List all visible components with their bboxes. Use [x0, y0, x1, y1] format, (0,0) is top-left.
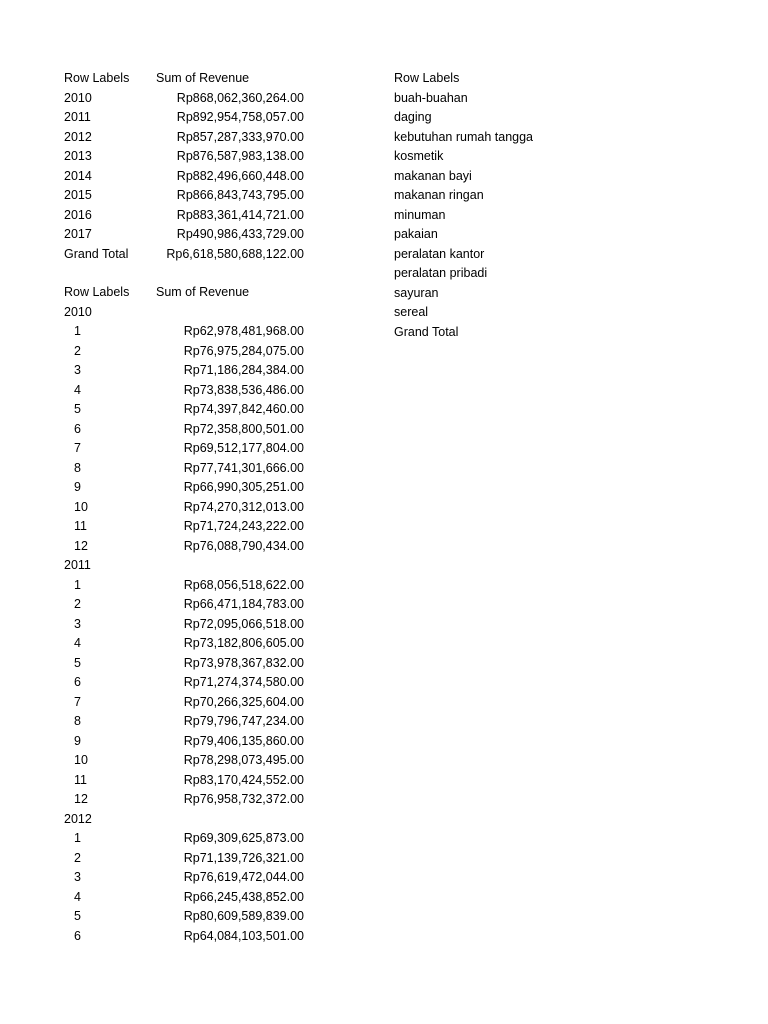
revenue-value: Rp72,358,800,501.00: [183, 421, 304, 436]
pivot-row[interactable]: [394, 147, 594, 167]
pivot-header-row[interactable]: [64, 283, 304, 303]
row-label: 8: [74, 460, 81, 475]
pivot-row[interactable]: [64, 634, 304, 654]
row-label: 2015: [64, 188, 92, 202]
row-labels-header: Row Labels: [394, 71, 460, 85]
pivot-row[interactable]: [394, 108, 594, 128]
revenue-value: Rp77,741,301,666.00: [183, 460, 304, 475]
row-label: 6: [74, 421, 81, 436]
row-label: 2013: [64, 149, 92, 163]
pivot-row[interactable]: [394, 303, 594, 323]
row-label: 11: [74, 519, 87, 533]
row-label: 10: [74, 753, 88, 767]
revenue-value: Rp66,471,184,783.00: [183, 597, 304, 611]
pivot-row[interactable]: [64, 810, 304, 830]
row-label: 2: [74, 850, 81, 865]
revenue-value: Rp66,245,438,852.00: [183, 889, 304, 904]
row-label: 3: [74, 363, 81, 377]
pivot-row[interactable]: [394, 206, 594, 226]
row-label: 4: [74, 636, 81, 650]
pivot-row[interactable]: [64, 89, 304, 109]
row-label: 12: [74, 792, 88, 806]
pivot-row[interactable]: [394, 186, 594, 206]
row-label: 2014: [64, 168, 92, 183]
row-label: 3: [74, 870, 81, 884]
pivot-row[interactable]: [64, 868, 304, 888]
pivot-row[interactable]: [394, 264, 594, 284]
revenue-value: Rp71,139,726,321.00: [183, 850, 304, 865]
revenue-value: Rp72,095,066,518.00: [183, 616, 304, 631]
row-label: 4: [74, 382, 81, 397]
revenue-value: Rp876,587,983,138.00: [176, 149, 304, 163]
pivot-row[interactable]: [64, 517, 304, 537]
revenue-value: Rp76,975,284,075.00: [183, 343, 304, 358]
pivot-row[interactable]: [64, 186, 304, 206]
row-label: minuman: [394, 207, 446, 222]
pivot-row[interactable]: [64, 829, 304, 849]
pivot-row[interactable]: [64, 245, 304, 265]
row-label: sayuran: [394, 285, 439, 300]
row-label: 10: [74, 499, 88, 514]
revenue-value: Rp74,270,312,013.00: [183, 499, 304, 514]
row-label: 2010: [64, 304, 92, 319]
pivot-row[interactable]: [64, 225, 304, 245]
pivot-row[interactable]: [64, 615, 304, 635]
row-label: buah-buahan: [394, 90, 468, 105]
row-label: 2: [74, 343, 81, 358]
pivot-row[interactable]: [64, 712, 304, 732]
revenue-value: Rp68,056,518,622.00: [183, 577, 304, 592]
row-label: 4: [74, 889, 81, 904]
row-label: kebutuhan rumah tangga: [394, 129, 533, 144]
revenue-value: Rp78,298,073,495.00: [183, 753, 304, 767]
revenue-value: Rp79,406,135,860.00: [183, 733, 304, 748]
pivot-row[interactable]: [64, 167, 304, 187]
pivot-row[interactable]: [64, 459, 304, 479]
revenue-value: Rp71,274,374,580.00: [183, 675, 304, 689]
pivot-row[interactable]: [394, 284, 594, 304]
row-label: 2011: [64, 558, 91, 572]
row-label: 11: [74, 772, 87, 787]
row-label: 1: [74, 324, 81, 338]
pivot-row[interactable]: [64, 771, 304, 791]
row-label: 1: [74, 831, 81, 845]
row-label: peralatan kantor: [394, 246, 485, 261]
pivot-row[interactable]: [64, 732, 304, 752]
row-label: pakaian: [394, 227, 438, 241]
row-label: 2017: [64, 227, 92, 241]
pivot-row[interactable]: [64, 693, 304, 713]
revenue-value: Rp62,978,481,968.00: [183, 324, 304, 338]
pivot-row[interactable]: [64, 303, 304, 323]
revenue-value: Rp69,309,625,873.00: [183, 831, 304, 845]
revenue-value: Rp866,843,743,795.00: [176, 188, 304, 202]
row-label: makanan ringan: [394, 188, 484, 202]
pivot-row[interactable]: [64, 849, 304, 869]
revenue-value: Rp6,618,580,688,122.00: [166, 246, 304, 261]
revenue-value: Rp76,619,472,044.00: [183, 870, 304, 884]
pivot-row[interactable]: [394, 128, 594, 148]
row-label: 2010: [64, 90, 92, 105]
pivot-row[interactable]: [64, 790, 304, 810]
revenue-value: Rp76,958,732,372.00: [183, 792, 304, 806]
pivot-row[interactable]: [64, 420, 304, 440]
pivot-row[interactable]: [64, 322, 304, 342]
pivot-row[interactable]: [64, 206, 304, 226]
revenue-value: Rp868,062,360,264.00: [176, 90, 304, 105]
revenue-value: Rp76,088,790,434.00: [183, 538, 304, 553]
revenue-value: Rp883,361,414,721.00: [176, 207, 304, 222]
row-label: sereal: [394, 305, 429, 319]
pivot-header-row[interactable]: [394, 69, 594, 89]
row-label: Grand Total: [64, 246, 129, 261]
pivot-row[interactable]: [64, 498, 304, 518]
row-label: 12: [74, 538, 88, 553]
row-label: 5: [74, 402, 81, 416]
revenue-value: Rp66,990,305,251.00: [183, 480, 304, 494]
pivot-row[interactable]: [64, 478, 304, 498]
row-label: Grand Total: [394, 324, 459, 339]
row-label: 6: [74, 675, 81, 689]
pivot-row[interactable]: [64, 927, 304, 947]
pivot-row[interactable]: [394, 323, 594, 343]
pivot-row[interactable]: [64, 342, 304, 362]
revenue-value: Rp857,287,333,970.00: [176, 129, 304, 144]
pivot-row[interactable]: [64, 400, 304, 420]
pivot-row[interactable]: [64, 537, 304, 557]
revenue-value: Rp73,182,806,605.00: [183, 636, 304, 650]
pivot-row[interactable]: [64, 751, 304, 771]
pivot-row[interactable]: [394, 89, 594, 109]
row-label: 1: [74, 577, 81, 592]
pivot-row[interactable]: [394, 245, 594, 265]
pivot-row[interactable]: [64, 147, 304, 167]
sum-of-revenue-header: Sum of Revenue: [156, 285, 250, 299]
row-label: 9: [74, 480, 81, 494]
row-label: 9: [74, 733, 81, 748]
pivot-row[interactable]: [64, 381, 304, 401]
revenue-value: Rp882,496,660,448.00: [176, 168, 304, 183]
revenue-value: Rp892,954,758,057.00: [176, 110, 304, 124]
revenue-value: Rp69,512,177,804.00: [183, 441, 304, 455]
pivot-row[interactable]: [64, 108, 304, 128]
revenue-value: Rp71,186,284,384.00: [183, 363, 304, 377]
row-label: 2012: [64, 129, 92, 144]
revenue-value: Rp83,170,424,552.00: [183, 772, 304, 787]
row-label: 2016: [64, 207, 92, 222]
row-label: makanan bayi: [394, 168, 472, 183]
revenue-value: Rp490,986,433,729.00: [176, 227, 304, 241]
row-label: 2012: [64, 811, 92, 826]
row-label: 7: [74, 694, 81, 709]
pivot-row[interactable]: [64, 595, 304, 615]
pivot-row[interactable]: [64, 654, 304, 674]
pivot-row[interactable]: [64, 576, 304, 596]
row-label: 7: [74, 441, 81, 455]
revenue-value: Rp73,838,536,486.00: [183, 382, 304, 397]
pivot-row[interactable]: [64, 128, 304, 148]
pivot-header-row[interactable]: [64, 69, 304, 89]
row-labels-header: Row Labels: [64, 285, 130, 299]
row-label: 5: [74, 909, 81, 923]
revenue-value: Rp64,084,103,501.00: [183, 928, 304, 943]
row-label: peralatan pribadi: [394, 266, 488, 280]
pivot-row[interactable]: [64, 556, 304, 576]
row-label: 5: [74, 655, 81, 670]
row-label: daging: [394, 110, 432, 124]
row-label: 2: [74, 597, 81, 611]
revenue-value: Rp80,609,589,839.00: [183, 909, 304, 923]
revenue-value: Rp73,978,367,832.00: [183, 655, 304, 670]
pivot-row[interactable]: [394, 225, 594, 245]
row-label: 3: [74, 616, 81, 631]
sum-of-revenue-header: Sum of Revenue: [156, 71, 250, 85]
row-label: 2011: [64, 110, 91, 124]
pivot-row[interactable]: [64, 907, 304, 927]
pivot-row[interactable]: [64, 361, 304, 381]
pivot-row[interactable]: [64, 439, 304, 459]
pivot-row[interactable]: [64, 673, 304, 693]
row-label: 8: [74, 714, 81, 728]
revenue-value: Rp79,796,747,234.00: [183, 714, 304, 728]
revenue-value: Rp74,397,842,460.00: [183, 402, 304, 416]
pivot-row[interactable]: [394, 167, 594, 187]
revenue-value: Rp70,266,325,604.00: [183, 694, 304, 709]
row-label: kosmetik: [394, 149, 444, 163]
pivot-row[interactable]: [64, 888, 304, 908]
revenue-value: Rp71,724,243,222.00: [183, 519, 304, 533]
row-label: 6: [74, 928, 81, 943]
row-labels-header: Row Labels: [64, 71, 130, 85]
